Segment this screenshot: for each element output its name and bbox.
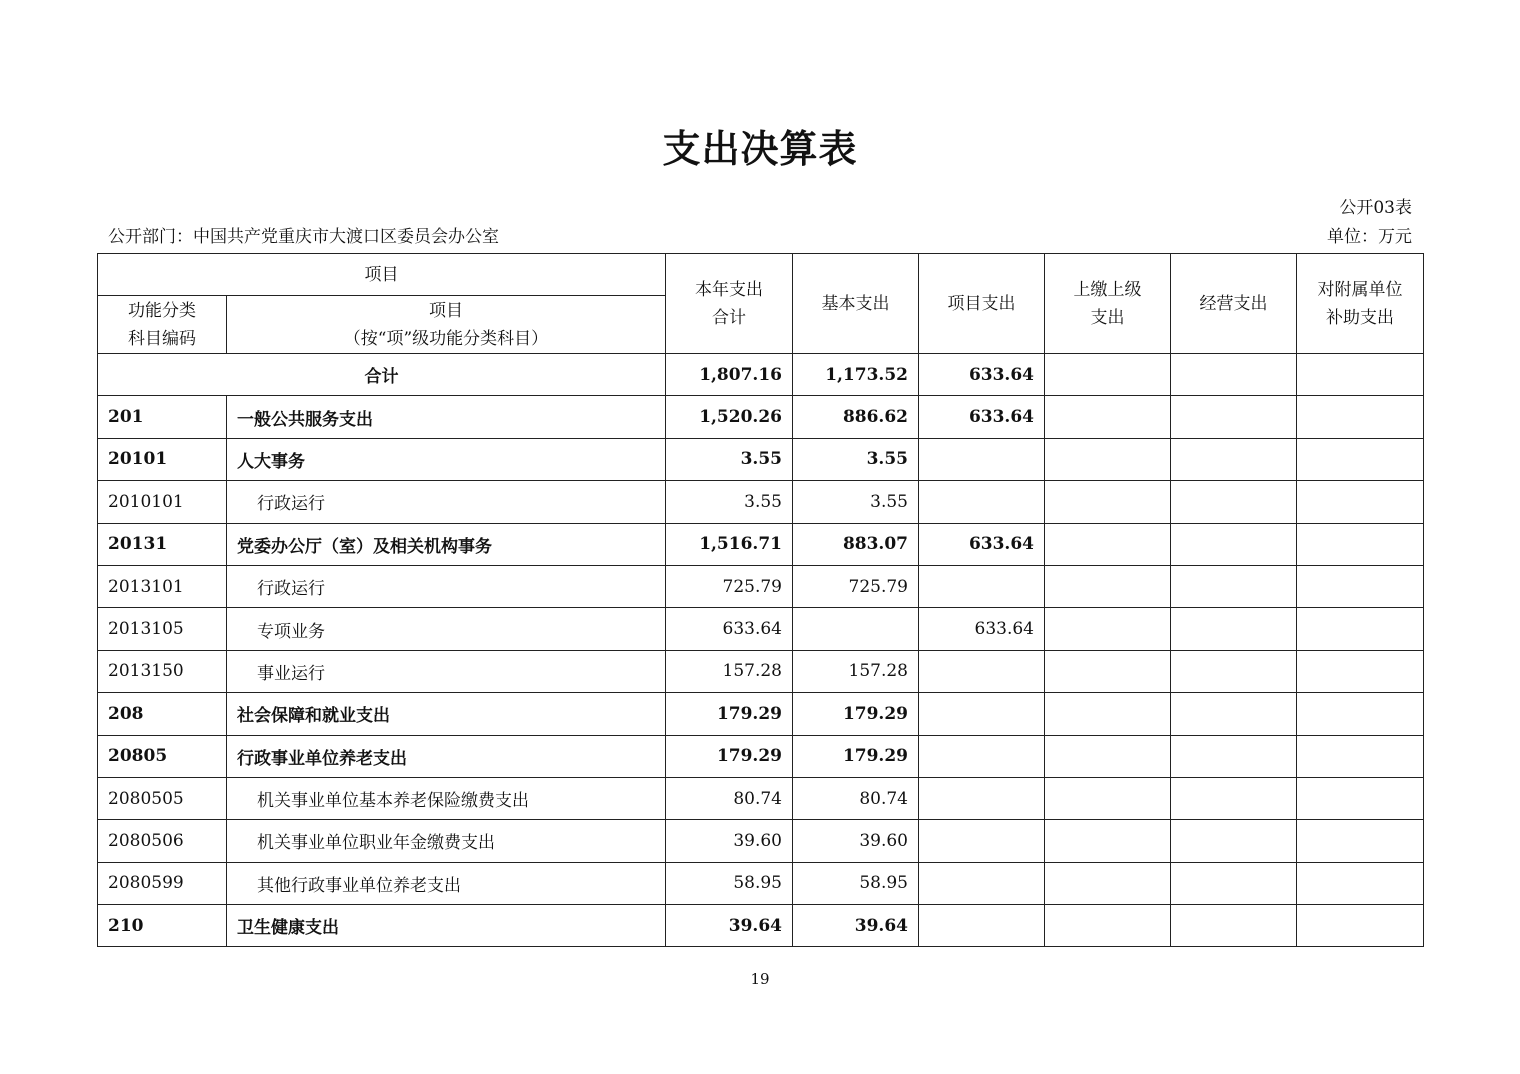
total-business bbox=[1171, 354, 1297, 396]
row-total: 179.29 bbox=[666, 693, 793, 735]
row-subsidy bbox=[1297, 608, 1424, 650]
table-row bbox=[98, 905, 1424, 947]
row-basic: 3.55 bbox=[793, 438, 919, 480]
row-code: 20131 bbox=[98, 523, 227, 565]
header-name-line1: 项目 bbox=[429, 300, 463, 321]
row-total: 39.60 bbox=[666, 820, 793, 862]
unit-label: 单位：万元 bbox=[1327, 227, 1412, 247]
row-project bbox=[919, 650, 1045, 692]
header-subsidy bbox=[1297, 254, 1424, 354]
row-basic bbox=[793, 608, 919, 650]
row-subsidy bbox=[1297, 481, 1424, 523]
header-upper-line2: 支出 bbox=[1090, 307, 1125, 328]
header-name bbox=[227, 296, 666, 354]
table-row bbox=[98, 565, 1424, 607]
row-business bbox=[1171, 396, 1297, 438]
row-project bbox=[919, 862, 1045, 904]
row-name: 党委办公厅（室）及相关机构事务 bbox=[227, 523, 666, 565]
row-name: 专项业务 bbox=[227, 608, 666, 650]
table-row bbox=[98, 862, 1424, 904]
row-total: 1,520.26 bbox=[666, 396, 793, 438]
table-row bbox=[98, 735, 1424, 777]
row-basic: 179.29 bbox=[793, 693, 919, 735]
row-project bbox=[919, 777, 1045, 819]
row-total: 3.55 bbox=[666, 438, 793, 480]
header-code-line2: 科目编码 bbox=[128, 328, 196, 349]
row-basic: 886.62 bbox=[793, 396, 919, 438]
row-subsidy bbox=[1297, 862, 1424, 904]
row-name: 行政运行 bbox=[227, 481, 666, 523]
row-project bbox=[919, 481, 1045, 523]
department-label: 公开部门：中国共产党重庆市大渡口区委员会办公室 bbox=[108, 227, 499, 247]
row-code: 20101 bbox=[98, 438, 227, 480]
row-name: 事业运行 bbox=[227, 650, 666, 692]
row-project bbox=[919, 438, 1045, 480]
row-name: 卫生健康支出 bbox=[227, 905, 666, 947]
row-code: 2013101 bbox=[98, 565, 227, 607]
page-number: 19 bbox=[750, 970, 770, 988]
row-upper bbox=[1045, 693, 1171, 735]
row-code: 210 bbox=[98, 905, 227, 947]
table-row bbox=[98, 481, 1424, 523]
row-subsidy bbox=[1297, 820, 1424, 862]
row-business bbox=[1171, 693, 1297, 735]
row-code: 2013150 bbox=[98, 650, 227, 692]
row-subsidy bbox=[1297, 777, 1424, 819]
header-total bbox=[666, 254, 793, 354]
row-subsidy bbox=[1297, 565, 1424, 607]
header-item: 项目 bbox=[98, 254, 666, 296]
row-total: 3.55 bbox=[666, 481, 793, 523]
table-row bbox=[98, 523, 1424, 565]
row-project bbox=[919, 565, 1045, 607]
row-business bbox=[1171, 905, 1297, 947]
row-code: 208 bbox=[98, 693, 227, 735]
row-total: 157.28 bbox=[666, 650, 793, 692]
row-business bbox=[1171, 565, 1297, 607]
total-basic: 1,173.52 bbox=[793, 354, 919, 396]
row-total: 1,516.71 bbox=[666, 523, 793, 565]
row-subsidy bbox=[1297, 650, 1424, 692]
row-business bbox=[1171, 650, 1297, 692]
row-subsidy bbox=[1297, 523, 1424, 565]
row-project bbox=[919, 820, 1045, 862]
header-upper bbox=[1045, 254, 1171, 354]
row-upper bbox=[1045, 396, 1171, 438]
row-project bbox=[919, 693, 1045, 735]
header-project: 项目支出 bbox=[919, 254, 1045, 354]
row-name: 机关事业单位职业年金缴费支出 bbox=[227, 820, 666, 862]
row-basic: 883.07 bbox=[793, 523, 919, 565]
row-total: 58.95 bbox=[666, 862, 793, 904]
row-total: 39.64 bbox=[666, 905, 793, 947]
total-label: 合计 bbox=[98, 354, 666, 396]
row-project: 633.64 bbox=[919, 396, 1045, 438]
row-basic: 80.74 bbox=[793, 777, 919, 819]
row-name: 行政运行 bbox=[227, 565, 666, 607]
header-code-line1: 功能分类 bbox=[128, 300, 196, 321]
total-project: 633.64 bbox=[919, 354, 1045, 396]
row-subsidy bbox=[1297, 438, 1424, 480]
table-row bbox=[98, 438, 1424, 480]
row-total: 633.64 bbox=[666, 608, 793, 650]
row-total: 725.79 bbox=[666, 565, 793, 607]
row-code: 201 bbox=[98, 396, 227, 438]
row-basic: 179.29 bbox=[793, 735, 919, 777]
row-subsidy bbox=[1297, 905, 1424, 947]
row-basic: 3.55 bbox=[793, 481, 919, 523]
row-upper bbox=[1045, 905, 1171, 947]
header-basic: 基本支出 bbox=[793, 254, 919, 354]
total-upper bbox=[1045, 354, 1171, 396]
row-basic: 58.95 bbox=[793, 862, 919, 904]
row-name: 其他行政事业单位养老支出 bbox=[227, 862, 666, 904]
header-name-line2: （按“项”级功能分类科目） bbox=[343, 328, 549, 349]
row-total: 80.74 bbox=[666, 777, 793, 819]
row-project: 633.64 bbox=[919, 523, 1045, 565]
row-code: 2010101 bbox=[98, 481, 227, 523]
form-number: 公开03表 bbox=[1339, 198, 1412, 218]
row-upper bbox=[1045, 777, 1171, 819]
page-title: 支出决算表 bbox=[662, 127, 858, 171]
table-row bbox=[98, 820, 1424, 862]
row-basic: 157.28 bbox=[793, 650, 919, 692]
row-basic: 725.79 bbox=[793, 565, 919, 607]
row-code: 2080599 bbox=[98, 862, 227, 904]
header-code bbox=[98, 296, 227, 354]
header-total-line1: 本年支出 bbox=[695, 279, 763, 300]
row-code: 2080506 bbox=[98, 820, 227, 862]
row-business bbox=[1171, 777, 1297, 819]
table-row bbox=[98, 608, 1424, 650]
row-name: 一般公共服务支出 bbox=[227, 396, 666, 438]
total-row bbox=[98, 354, 1424, 396]
row-business bbox=[1171, 438, 1297, 480]
header-total-line2: 合计 bbox=[712, 307, 746, 328]
header-subsidy-line1: 对附属单位 bbox=[1317, 279, 1403, 300]
row-business bbox=[1171, 481, 1297, 523]
row-name: 机关事业单位基本养老保险缴费支出 bbox=[227, 777, 666, 819]
row-business bbox=[1171, 523, 1297, 565]
row-subsidy bbox=[1297, 735, 1424, 777]
row-code: 2013105 bbox=[98, 608, 227, 650]
table-row bbox=[98, 650, 1424, 692]
row-subsidy bbox=[1297, 693, 1424, 735]
expenditure-table bbox=[97, 253, 1424, 947]
row-upper bbox=[1045, 820, 1171, 862]
row-name: 行政事业单位养老支出 bbox=[227, 735, 666, 777]
row-basic: 39.64 bbox=[793, 905, 919, 947]
row-upper bbox=[1045, 608, 1171, 650]
row-subsidy bbox=[1297, 396, 1424, 438]
row-name: 人大事务 bbox=[227, 438, 666, 480]
total-total: 1,807.16 bbox=[666, 354, 793, 396]
row-code: 2080505 bbox=[98, 777, 227, 819]
row-name: 社会保障和就业支出 bbox=[227, 693, 666, 735]
row-basic: 39.60 bbox=[793, 820, 919, 862]
table-row bbox=[98, 693, 1424, 735]
header-business: 经营支出 bbox=[1171, 254, 1297, 354]
row-upper bbox=[1045, 481, 1171, 523]
row-business bbox=[1171, 735, 1297, 777]
row-upper bbox=[1045, 650, 1171, 692]
row-business bbox=[1171, 820, 1297, 862]
row-total: 179.29 bbox=[666, 735, 793, 777]
row-upper bbox=[1045, 438, 1171, 480]
header-subsidy-line2: 补助支出 bbox=[1326, 307, 1394, 328]
row-project bbox=[919, 735, 1045, 777]
table-row bbox=[98, 396, 1424, 438]
row-project bbox=[919, 905, 1045, 947]
row-upper bbox=[1045, 523, 1171, 565]
row-upper bbox=[1045, 565, 1171, 607]
table-row bbox=[98, 777, 1424, 819]
total-subsidy bbox=[1297, 354, 1424, 396]
row-business bbox=[1171, 608, 1297, 650]
row-project: 633.64 bbox=[919, 608, 1045, 650]
row-upper bbox=[1045, 862, 1171, 904]
row-code: 20805 bbox=[98, 735, 227, 777]
row-upper bbox=[1045, 735, 1171, 777]
row-business bbox=[1171, 862, 1297, 904]
header-upper-line1: 上缴上级 bbox=[1073, 279, 1142, 300]
